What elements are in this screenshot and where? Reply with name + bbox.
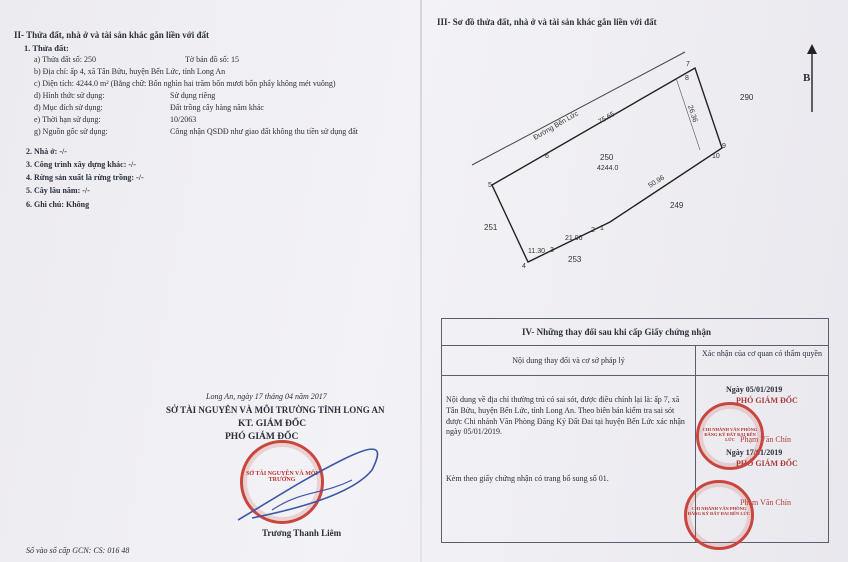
confirm-1-name: Phạm Văn Chín xyxy=(740,435,791,444)
item-note: 6. Ghi chú: Không xyxy=(26,200,90,209)
detail-row: đ) Mục đích sử dụng: Đất trồng cây hàng năm khác xyxy=(34,103,264,112)
point-label: 8 xyxy=(685,75,689,82)
col-change-header: Nội dung thay đổi và cơ sở pháp lý xyxy=(442,346,696,376)
changes-table xyxy=(441,318,829,543)
south-parcel-label: 253 xyxy=(568,255,582,264)
confirm-2-title: PHÓ GIÁM ĐỐC xyxy=(736,459,798,468)
point-label: 2 xyxy=(591,227,595,234)
point-label: 4 xyxy=(522,263,526,270)
detail-row: e) Thời hạn sử dụng: 10/2063 xyxy=(34,115,197,124)
north-parcel-label: 290 xyxy=(740,93,754,102)
item-forest: 4. Rừng sản xuất là rừng trồng: -/- xyxy=(26,173,144,182)
detail-row: g) Nguồn gốc sử dụng: Công nhận QSDĐ như giao đất không thu tiền sử dụng đất xyxy=(34,127,358,136)
dim-bottom2: 50.96 xyxy=(647,174,666,190)
parcel-label: 250 xyxy=(600,153,614,162)
map-sheet-number: Tờ bản đồ số: 15 xyxy=(185,55,240,64)
item-other-works: 3. Công trình xây dựng khác: -/- xyxy=(26,160,136,169)
point-label: 6 xyxy=(545,153,549,160)
confirm-1-title: PHÓ GIÁM ĐỐC xyxy=(736,396,798,405)
north-label: B xyxy=(803,72,811,84)
confirm-2-date: Ngày 17/01/2019 xyxy=(726,448,783,457)
plot-map xyxy=(460,40,810,280)
road-label: Đường Bến Lức xyxy=(532,110,580,142)
plot-address: b) Địa chỉ: ấp 4, xã Tân Bửu, huyện Bến Lức, tỉnh Long An xyxy=(34,67,226,76)
section-4-title: IV- Những thay đổi sau khi cấp Giấy chứng nhận xyxy=(442,319,829,346)
office-seal-1: CHI NHÁNH VĂN PHÒNG ĐĂNG KÝ ĐẤT ĐAI BẾN LỨC xyxy=(696,402,764,470)
point-label: 7 xyxy=(686,61,690,68)
page-fold xyxy=(420,0,422,562)
signature xyxy=(232,440,392,530)
dim-side: 26.36 xyxy=(686,104,699,124)
change-entry-2: Kèm theo giấy chứng nhận có trang bổ sung số 01. xyxy=(446,474,609,484)
point-label: 1 xyxy=(600,225,604,232)
issuing-authority: SỞ TÀI NGUYÊN VÀ MÔI TRƯỜNG TỈNH LONG AN xyxy=(166,405,385,415)
kt-director: KT. GIÁM ĐỐC xyxy=(238,419,307,429)
item-house: 2. Nhà ở: -/- xyxy=(26,147,67,156)
entry-number: Số vào sổ cấp GCN: CS: 016 48 xyxy=(26,546,130,555)
item-perennial: 5. Cây lâu năm: -/- xyxy=(26,186,90,195)
change-entry-1: Nội dung về địa chỉ thường trú có sai sót, được điều chỉnh lại là: ấp 7, xã Tân Bửu, huyện Bến Lức, tỉnh Long An. Theo biên bản kiểm tra sai sót được Chi nhánh Văn Phòng Đăng Ký Đất Đai tại huyện Bến Lức xác nhận ngày 05/01/2019. xyxy=(446,395,685,437)
plot-header: 1. Thửa đất: xyxy=(24,43,69,53)
office-seal-2: CHI NHÁNH VĂN PHÒNG ĐĂNG KÝ ĐẤT ĐAI BẾN LỨC xyxy=(684,480,754,550)
dim-top: 75.65 xyxy=(597,110,617,126)
section-3-title: III- Sơ đồ thửa đất, nhà ở và tài sản khác gắn liền với đất xyxy=(437,17,657,27)
plot-number: a) Thửa đất số: 250 xyxy=(34,55,96,64)
col-confirm-header: Xác nhận của cơ quan có thẩm quyền xyxy=(696,346,829,376)
detail-row: d) Hình thức sử dụng: Sử dụng riêng xyxy=(34,91,216,100)
point-label: 9 xyxy=(722,143,726,150)
plot-area: c) Diện tích: 4244.0 m² (Bằng chữ: Bốn nghìn hai trăm bốn mươi bốn phẩy không mét vuông) xyxy=(34,79,336,88)
dim-bottom1: 21.06 xyxy=(565,235,583,242)
deputy-director: PHÓ GIÁM ĐỐC xyxy=(225,432,299,442)
official-seal: SỞ TÀI NGUYÊN VÀ MÔI TRƯỜNG xyxy=(240,440,324,524)
point-label: 3 xyxy=(550,247,554,254)
issue-date: Long An, ngày 17 tháng 04 năm 2017 xyxy=(206,392,327,401)
signer-name: Trương Thanh Liêm xyxy=(262,528,342,538)
point-label: 10 xyxy=(712,153,720,160)
east-parcel-label: 249 xyxy=(670,201,684,210)
dim-left: 11.30 xyxy=(528,248,545,255)
section-2-title: II- Thửa đất, nhà ở và tài sản khác gắn liền với đất xyxy=(14,30,209,40)
west-parcel-label: 251 xyxy=(484,223,498,232)
confirm-2-name: Phạm Văn Chín xyxy=(740,498,791,507)
point-label: 5 xyxy=(488,182,492,189)
parcel-area-label: 4244.0 xyxy=(597,165,619,172)
confirm-1-date: Ngày 05/01/2019 xyxy=(726,385,783,394)
